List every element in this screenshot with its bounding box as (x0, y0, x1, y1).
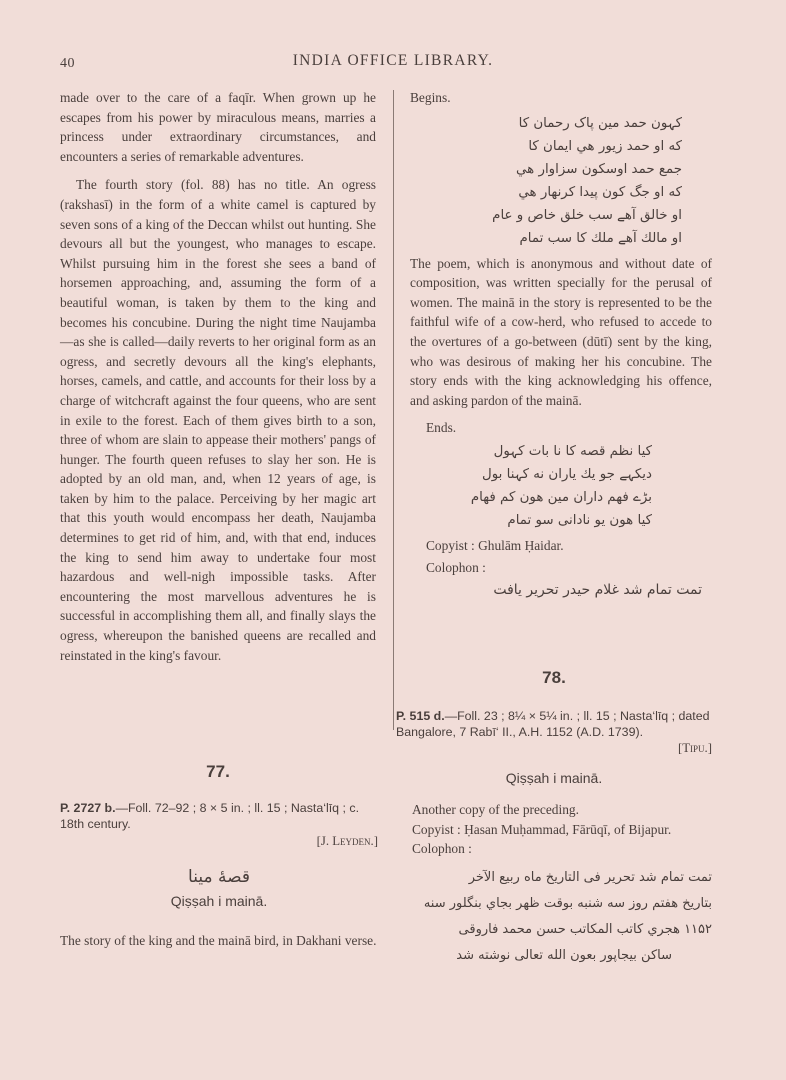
running-title: INDIA OFFICE LIBRARY. (292, 52, 494, 69)
begins-verse-1: کہون حمد مین پاک رحمان کا (518, 115, 682, 131)
entry-78-colophon-line-2: بتاریخ هفتم روز سه شنبه بوقت ظهر بجاي بنگلور سنه (423, 895, 712, 911)
story-paragraph-1: made over to the care of a faqīr. When grown up he escapes from his power by miraculous means, marries a princess under extraordinary circumstances, and encounters a series of remarkable adventures. (60, 90, 376, 164)
begins-verse-3: جمع حمد اوسکون سزاوار هي (516, 161, 682, 177)
entry-77-provenance: [J. Leyden.] (316, 834, 378, 848)
entry-77-title: Qiṣṣah i mainā. (170, 893, 268, 909)
entry-78-colophon (396, 865, 712, 969)
story-paragraph-2: The fourth story (fol. 88) has no title. An ogress (rakshasī) in the form of a white camel is captured by seven sons of a king of the Deccan whilst out hunting. She devours all but the youngest, who manages to escape. Whilst pursuing him in the forest she sees a band of horsemen approaching, and, assuming the form of a beautiful woman, is taken by them to the king and becomes his concubine. During the night time Naujamba—as she is called—daily reverts to her original form as an ogress, and secretly devours all the king's elephants, horses, camels, and cattle, and accounts for their loss by a charge of witchcraft against the four queens, who are sent in exile to the forest. Each of them gives birth to a son, three of whom are slain to appease their mothers' pangs of hunger. The fourth queen refuses to slay her son. He is adopted by an old man, and, when 12 years of age, is taken by him to the palace. Perceiving by her magic art that this youth would encompass her death, Naujamba determines to get rid of him, and, with that end, induces the king to send him away to undertake four most hazardous and well-nigh impossible tasks. After encountering the most marvellous adventures he is successful in accomplishing them all, and finally slays the ogress, whereupon the banished queens are recalled and reinstated in the king's favour. (60, 177, 376, 663)
entry-77-number: 77. (206, 762, 230, 781)
begins-verses (410, 112, 712, 250)
poem-note: The poem, which is anonymous and without date of composition, was written specially for the perusal of women. The mainā in the story is represented to be the faithful wife of a cow-herd, who refused to accede to the overtures of a go-between (dūtī) sent by the king, who was desirous of making her his concubine. The story ends with the king acknowledging his offence, and asking pardon of the mainā. (410, 255, 712, 408)
entry-77-press-mark: P. 2727 b. (60, 801, 116, 815)
right-column (410, 88, 712, 601)
entry-77-colophon-label: Colophon : (426, 559, 486, 575)
entry-77 (60, 800, 378, 951)
page-number: 40 (60, 56, 75, 71)
entry-77-description: —Foll. 72–92 ; 8 × 5 in. ; ll. 15 ; Nasta‘līq ; c. 18th century. (60, 801, 360, 831)
ends-verse-4: کیا هون یو نادانی سو تمام (507, 512, 652, 528)
entry-77-colophon-urdu: تمت تمام شد غلام حیدر تحریر یافت (493, 582, 702, 599)
left-column (60, 88, 376, 665)
ends-verse-1: کیا نظم قصه کا نا بات کہول (493, 443, 652, 459)
entry-78-colophon-line-3: ۱۱۵۲ هجري کاتب المکاتب حسن محمد فاروقی (458, 921, 712, 937)
ends-verse-3: بڑے فهم داران مین هون کم فهام (470, 489, 652, 505)
entry-77-copyist: Copyist : Ghulām Ḥaidar. (426, 537, 564, 553)
entry-78-title: Qiṣṣah i mainā. (505, 770, 603, 786)
begins-verse-4: که او جگ کون پیدا کرنهار هي (518, 184, 682, 200)
entry-78-press-mark: P. 515 d. (396, 709, 445, 723)
entry-78-colophon-line-4: ساکن بیجاپور بعون الله تعالی نوشته شد (456, 947, 672, 963)
begins-verse-5: او خالق آهے سب خلق خاص و عام (492, 207, 682, 223)
entry-78-provenance: [Tipu.] (677, 741, 712, 755)
ends-verse-2: دیکہے جو یك یاران نه کہنا بول (482, 466, 652, 482)
entry-77-summary: The story of the king and the mainā bird, in Dakhani verse. (60, 933, 377, 948)
entry-77-heading (60, 800, 378, 832)
ends-label: Ends. (426, 420, 457, 436)
entry-78-number: 78. (542, 668, 566, 687)
entry-77-title-urdu: قصهٔ مینا (188, 867, 250, 887)
entry-78-colophon-line-1: تمت تمام شد تحریر فی التاریخ ماه ربیع الآخر (468, 869, 712, 885)
entry-78-description: —Foll. 23 ; 8¼ × 5¼ in. ; ll. 15 ; Nasta‘līq ; dated Bangalore, 7 Rabī‘ II., A.H. 1152 (A.D. 1739). (396, 709, 710, 739)
ends-verses (410, 440, 712, 532)
column-divider (393, 90, 394, 730)
begins-verse-6: او مالك آهے ملك کا سب تمام (519, 230, 682, 246)
entry-78-heading (396, 708, 712, 740)
entry-78 (396, 708, 712, 969)
entry-78-copyist: Copyist : Ḥasan Muḥammad, Fārūqī, of Bijapur. (412, 821, 672, 837)
begins-verse-2: که او حمد زیور هي ایمان کا (528, 138, 682, 154)
entry-78-colophon-label: Colophon : (412, 841, 472, 857)
begins-label: Begins. (410, 90, 451, 105)
entry-78-note: Another copy of the preceding. (412, 802, 579, 817)
